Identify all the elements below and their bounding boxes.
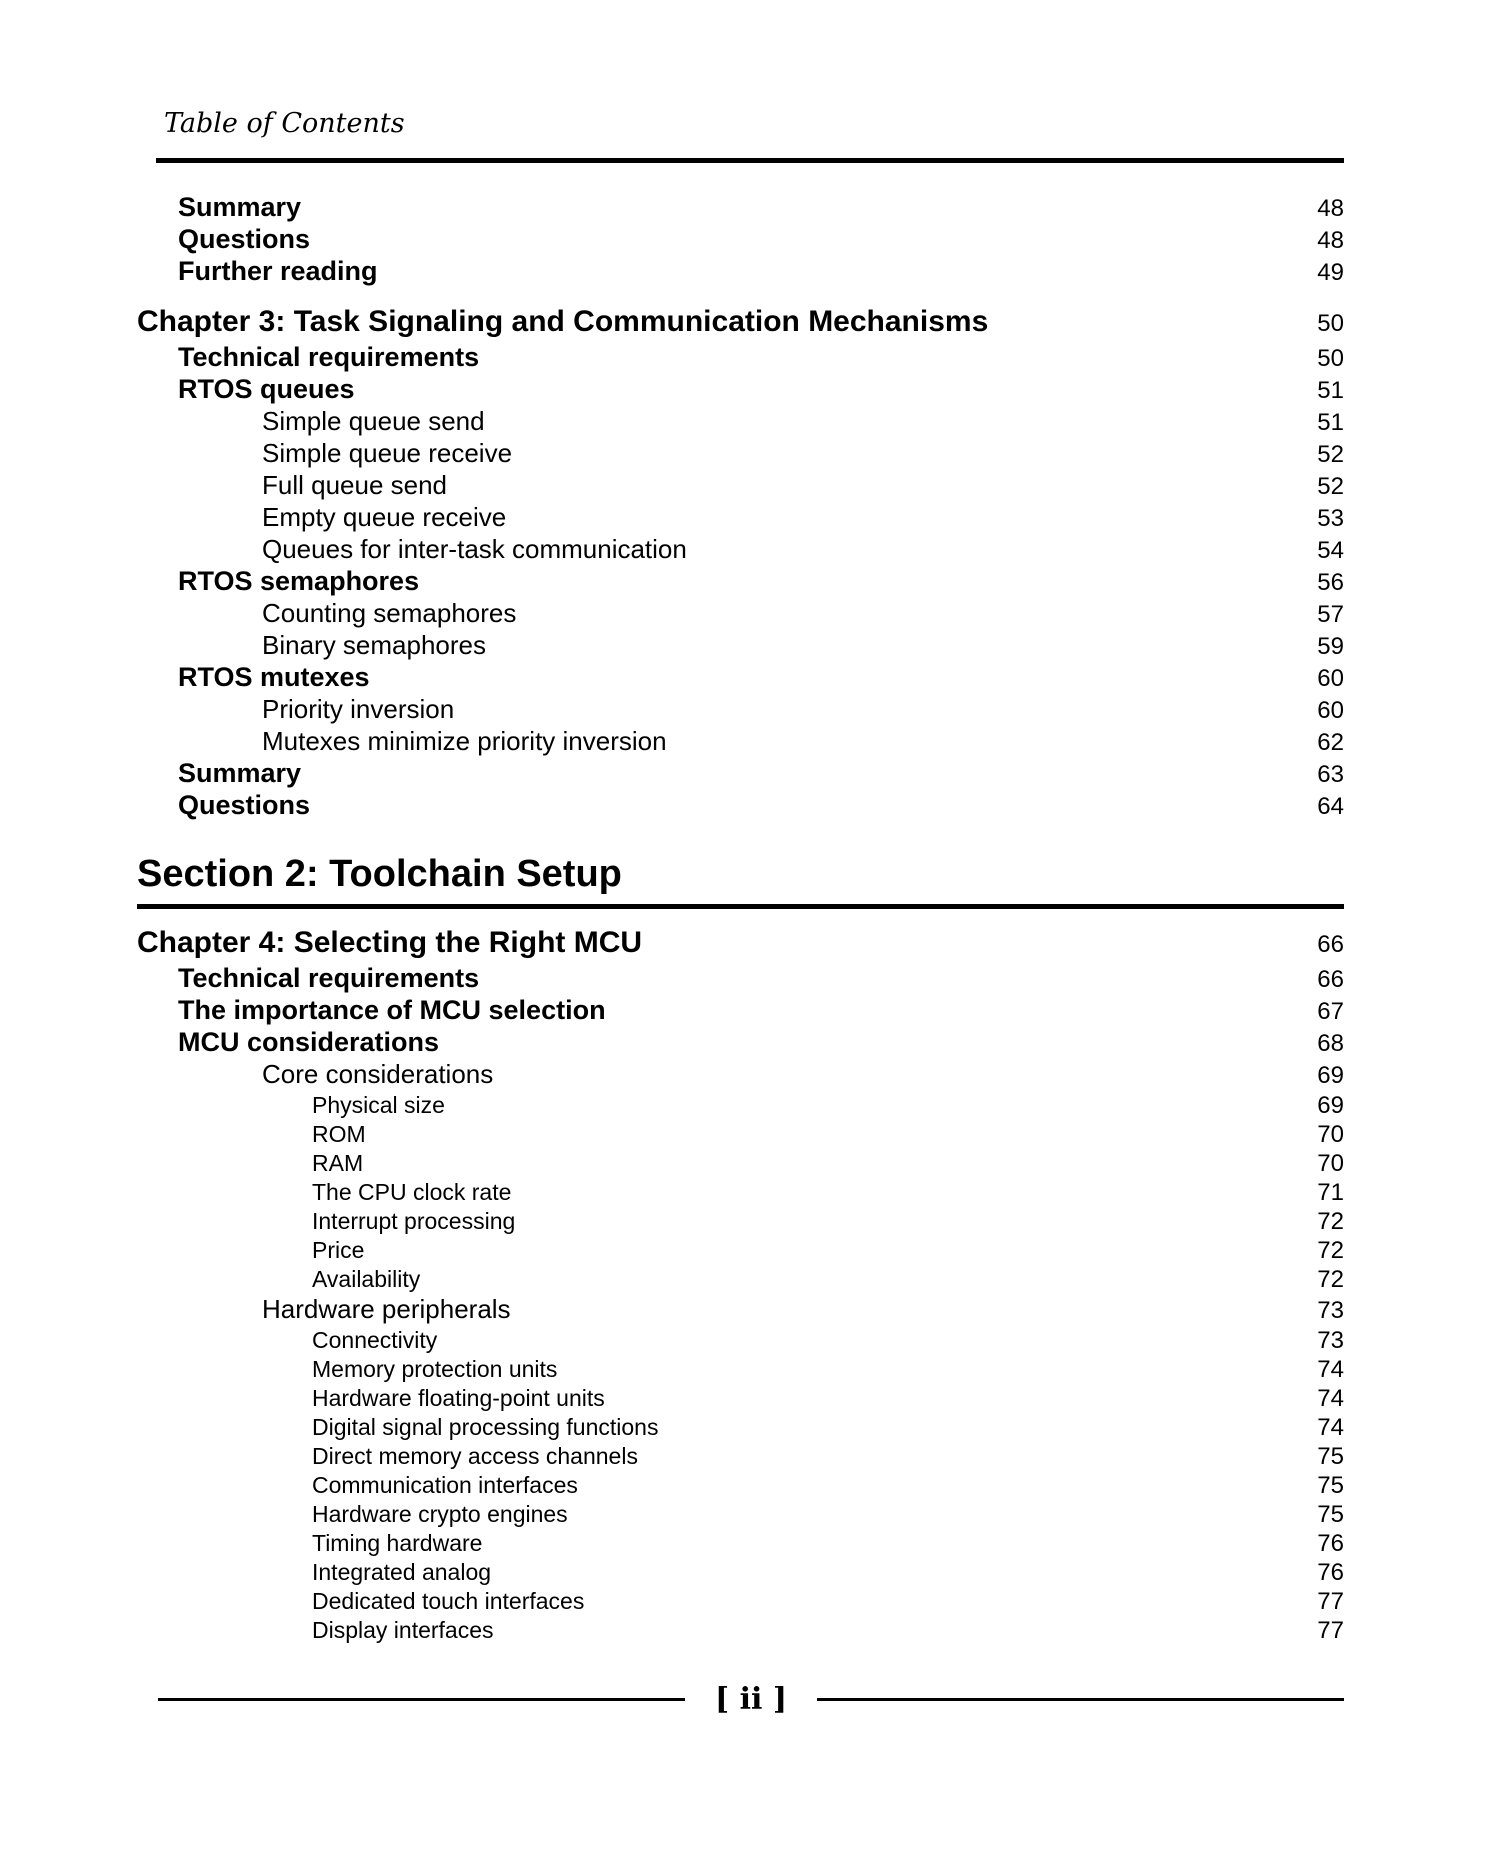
- toc-entry-label: Full queue send: [262, 470, 448, 500]
- toc-entry-label: Interrupt processing: [312, 1208, 516, 1234]
- toc-entry-label: Questions: [178, 790, 311, 820]
- toc-entry-page-number: 49: [1317, 259, 1344, 286]
- toc-entry: [137, 438, 1344, 470]
- toc-entry-label: The importance of MCU selection: [178, 995, 606, 1025]
- toc-entry-label: Digital signal processing functions: [312, 1414, 659, 1440]
- toc-entry-label: RAM: [312, 1150, 364, 1176]
- toc-entry-label: Summary: [178, 192, 302, 222]
- toc-entry-page-number: 75: [1317, 1443, 1344, 1470]
- toc-entry-label: Simple queue send: [262, 406, 485, 436]
- toc-entry-page-number: 70: [1317, 1150, 1344, 1177]
- toc-entry-label: RTOS mutexes: [178, 662, 370, 692]
- toc-entry: [137, 1442, 1344, 1471]
- toc-entry: [137, 1355, 1344, 1384]
- page-footer: [158, 1682, 1344, 1717]
- toc-entry: [137, 1413, 1344, 1442]
- toc-entry-label: Queues for inter-task communication: [262, 534, 687, 564]
- toc-section-heading: [137, 852, 1344, 909]
- toc-entry: [137, 256, 1344, 288]
- toc-entry-page-number: 60: [1317, 697, 1344, 724]
- toc-entry: [137, 470, 1344, 502]
- toc-entry-label: Mutexes minimize priority inversion: [262, 726, 667, 756]
- toc-entry: [137, 502, 1344, 534]
- toc-entry-label: Simple queue receive: [262, 438, 513, 468]
- toc-entry: [137, 374, 1344, 406]
- toc-entry-page-number: 73: [1317, 1297, 1344, 1324]
- toc-entry-page-number: 74: [1317, 1356, 1344, 1383]
- toc-entry-label: Technical requirements: [178, 342, 480, 372]
- toc-entry-page-number: 69: [1317, 1062, 1344, 1089]
- toc-entry-page-number: 53: [1317, 505, 1344, 532]
- toc-entry-label: Hardware floating-point units: [312, 1385, 605, 1411]
- toc-entry-label: Hardware peripherals: [262, 1294, 511, 1324]
- toc-entry-page-number: 52: [1317, 473, 1344, 500]
- toc-entry: [137, 1616, 1344, 1645]
- toc-entry: [137, 630, 1344, 662]
- footer-rule-right: [817, 1698, 1344, 1701]
- toc-entry-page-number: 50: [1317, 310, 1344, 337]
- toc-entry: [137, 1587, 1344, 1616]
- toc-entry: [137, 995, 1344, 1027]
- toc-entry-page-number: 59: [1317, 633, 1344, 660]
- toc-entry-page-number: 72: [1317, 1208, 1344, 1235]
- toc-entry-label: Chapter 4: Selecting the Right MCU: [137, 926, 643, 959]
- footer-rule-left: [158, 1698, 685, 1701]
- toc-entry: [137, 1529, 1344, 1558]
- toc-entry-label: Counting semaphores: [262, 598, 517, 628]
- toc-entry-page-number: 77: [1317, 1588, 1344, 1615]
- toc-entry-label: Chapter 3: Task Signaling and Communication Mechanisms: [137, 305, 989, 338]
- toc-entry-label: Summary: [178, 758, 302, 788]
- toc-entry: [137, 1178, 1344, 1207]
- toc-entry-label: Section 2: Toolchain Setup: [137, 853, 622, 895]
- toc-entry: [137, 1558, 1344, 1587]
- toc-entry-page-number: 73: [1317, 1327, 1344, 1354]
- toc-entry-label: ROM: [312, 1121, 366, 1147]
- toc-entry-label: RTOS semaphores: [178, 566, 420, 596]
- toc-entry-page-number: 72: [1317, 1266, 1344, 1293]
- toc-entry-page-number: 51: [1317, 409, 1344, 436]
- toc-entry-page-number: 62: [1317, 729, 1344, 756]
- toc-entry: [137, 1471, 1344, 1500]
- toc-entry: [137, 1326, 1344, 1355]
- toc-entry-label: Physical size: [312, 1092, 445, 1118]
- table-of-contents: [137, 192, 1344, 1645]
- toc-entry-label: Empty queue receive: [262, 502, 507, 532]
- toc-entry-page-number: 70: [1317, 1121, 1344, 1148]
- toc-entry-page-number: 72: [1317, 1237, 1344, 1264]
- toc-entry-page-number: 74: [1317, 1414, 1344, 1441]
- toc-entry: [137, 1236, 1344, 1265]
- toc-entry-page-number: 63: [1317, 761, 1344, 788]
- toc-entry: [137, 662, 1344, 694]
- toc-entry: [137, 342, 1344, 374]
- toc-entry: [137, 1384, 1344, 1413]
- toc-entry-label: Memory protection units: [312, 1356, 558, 1382]
- toc-entry-page-number: 66: [1317, 931, 1344, 958]
- toc-entry: [137, 963, 1344, 995]
- toc-entry-label: Priority inversion: [262, 694, 455, 724]
- toc-entry-page-number: 75: [1317, 1472, 1344, 1499]
- toc-entry: [137, 1149, 1344, 1178]
- toc-entry-page-number: 64: [1317, 793, 1344, 820]
- toc-entry: [137, 406, 1344, 438]
- toc-entry-label: Dedicated touch interfaces: [312, 1588, 585, 1614]
- toc-entry-label: Display interfaces: [312, 1617, 494, 1643]
- toc-entry-label: Binary semaphores: [262, 630, 486, 660]
- toc-entry: [137, 790, 1344, 822]
- toc-entry-page-number: 54: [1317, 537, 1344, 564]
- toc-entry-page-number: 76: [1317, 1559, 1344, 1586]
- toc-entry-page-number: 74: [1317, 1385, 1344, 1412]
- toc-entry-label: RTOS queues: [178, 374, 355, 404]
- toc-entry: [137, 1120, 1344, 1149]
- toc-entry-page-number: 68: [1317, 1030, 1344, 1057]
- toc-entry-page-number: 71: [1317, 1179, 1344, 1206]
- toc-entry: [137, 192, 1344, 224]
- toc-chapter-entry: [137, 925, 1344, 963]
- toc-entry-label: Technical requirements: [178, 963, 480, 993]
- toc-entry: [137, 758, 1344, 790]
- toc-entry-page-number: 76: [1317, 1530, 1344, 1557]
- toc-entry-label: Integrated analog: [312, 1559, 492, 1585]
- toc-entry: [137, 1027, 1344, 1059]
- toc-entry: [137, 534, 1344, 566]
- toc-chapter-entry: [137, 304, 1344, 342]
- toc-entry-label: Timing hardware: [312, 1530, 483, 1556]
- toc-entry-label: Price: [312, 1237, 365, 1263]
- toc-entry-page-number: 52: [1317, 441, 1344, 468]
- folio-page-number: [ ii ]: [714, 1682, 788, 1717]
- toc-entry: [137, 598, 1344, 630]
- toc-entry: [137, 566, 1344, 598]
- toc-entry: [137, 694, 1344, 726]
- toc-entry: [137, 1294, 1344, 1326]
- toc-entry-label: Availability: [312, 1266, 421, 1292]
- toc-entry-label: Communication interfaces: [312, 1472, 578, 1498]
- toc-entry: [137, 1265, 1344, 1294]
- toc-entry-label: Questions: [178, 224, 311, 254]
- toc-entry: [137, 1059, 1344, 1091]
- toc-entry: [137, 1207, 1344, 1236]
- toc-entry: [137, 1091, 1344, 1120]
- toc-entry: [137, 726, 1344, 758]
- toc-entry-label: MCU considerations: [178, 1027, 440, 1057]
- toc-entry-label: Connectivity: [312, 1327, 438, 1353]
- toc-entry-page-number: 60: [1317, 665, 1344, 692]
- toc-entry: [137, 1500, 1344, 1529]
- toc-entry-page-number: 56: [1317, 569, 1344, 596]
- toc-entry-page-number: 50: [1317, 345, 1344, 372]
- toc-entry-page-number: 57: [1317, 601, 1344, 628]
- toc-entry-label: The CPU clock rate: [312, 1179, 512, 1205]
- toc-entry: [137, 224, 1344, 256]
- toc-entry-page-number: 75: [1317, 1501, 1344, 1528]
- toc-entry-label: Direct memory access channels: [312, 1443, 638, 1469]
- toc-entry-page-number: 77: [1317, 1617, 1344, 1644]
- header-rule: [156, 158, 1344, 163]
- toc-entry-page-number: 66: [1317, 966, 1344, 993]
- toc-entry-page-number: 48: [1317, 195, 1344, 222]
- toc-entry-page-number: 48: [1317, 227, 1344, 254]
- toc-entry-label: Further reading: [178, 256, 378, 286]
- toc-entry-page-number: 67: [1317, 998, 1344, 1025]
- toc-entry-label: Hardware crypto engines: [312, 1501, 568, 1527]
- toc-entry-page-number: 69: [1317, 1092, 1344, 1119]
- page-header-title: Table of Contents: [164, 108, 405, 139]
- toc-entry-label: Core considerations: [262, 1059, 494, 1089]
- toc-entry-page-number: 51: [1317, 377, 1344, 404]
